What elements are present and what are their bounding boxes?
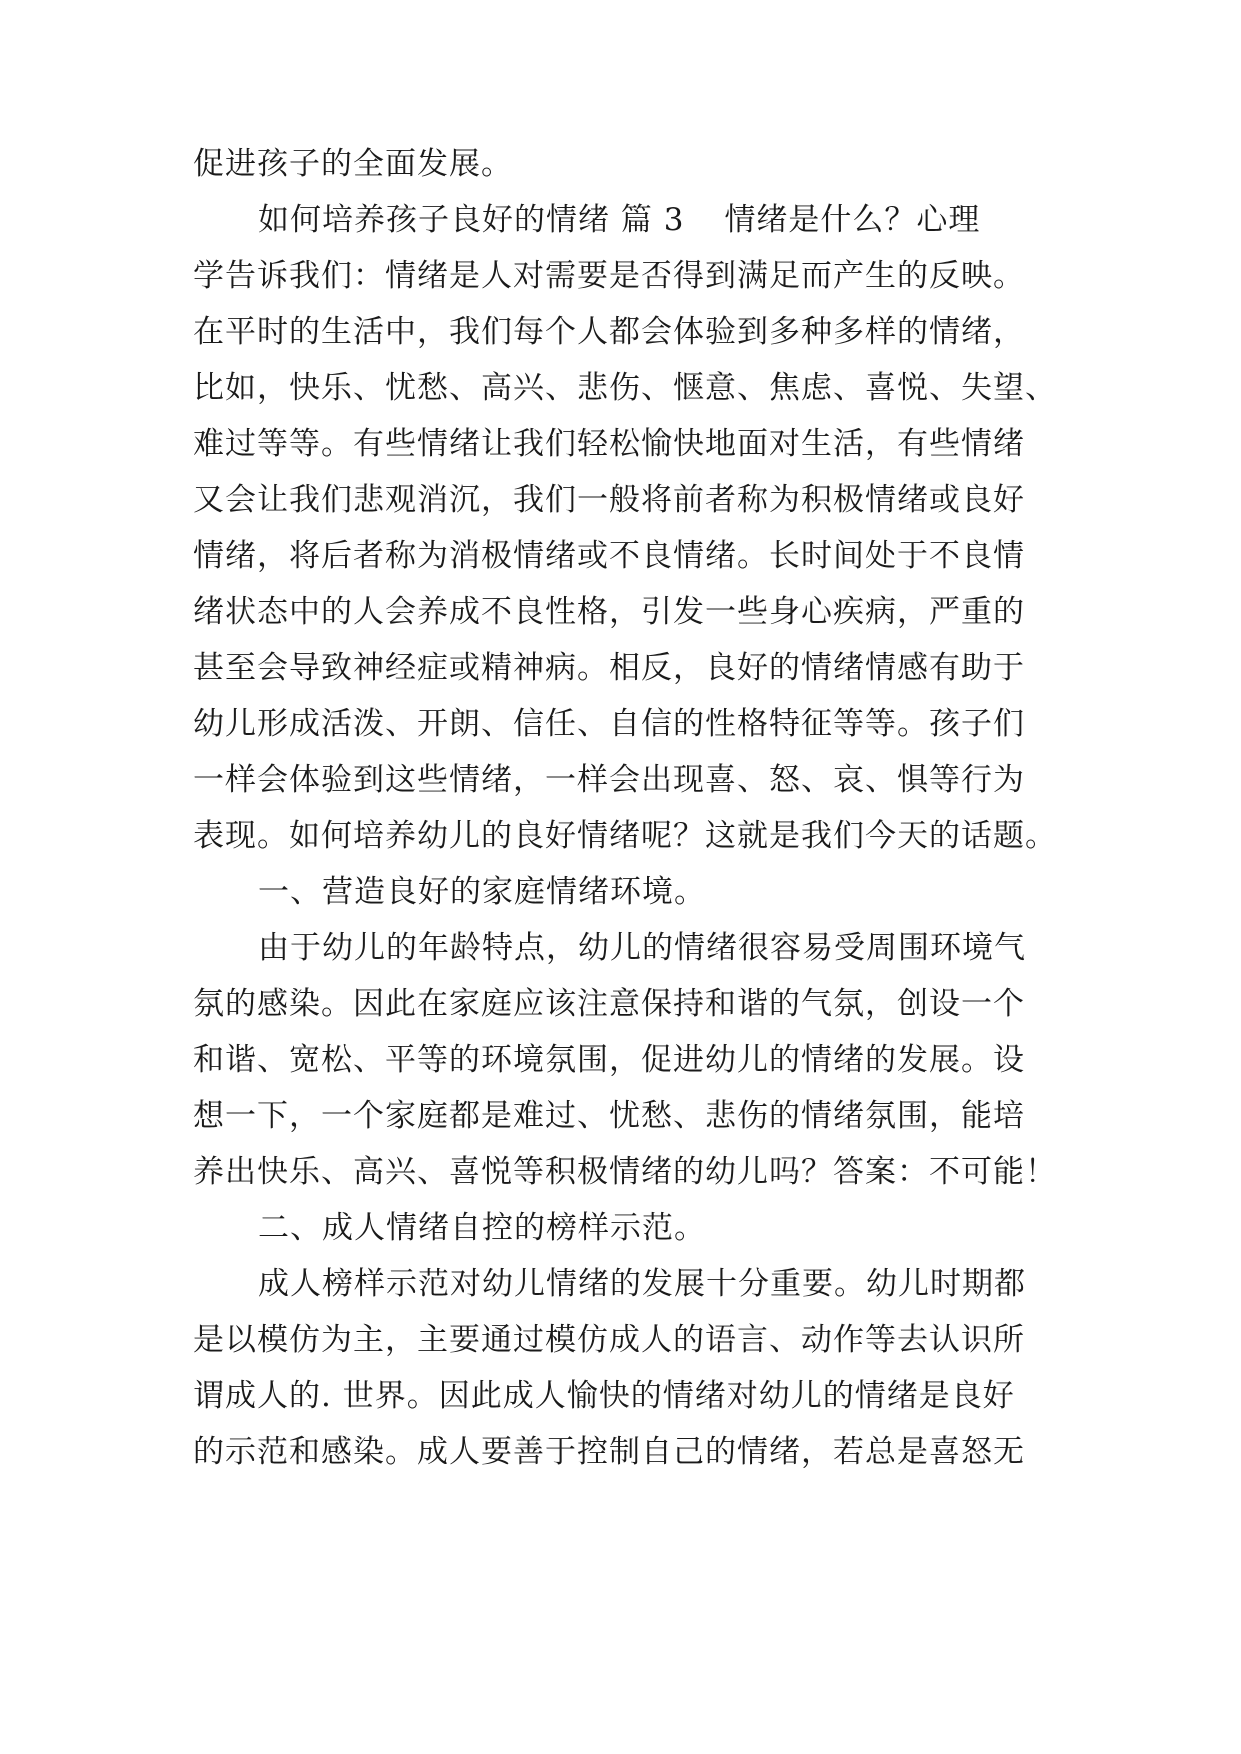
section-heading-line	[258, 198, 980, 242]
text-line: 难过等等。有些情绪让我们轻松愉快地面对生活，有些情绪	[193, 426, 1025, 462]
text-line: 在平时的生活中，我们每个人都会体验到多种多样的情绪，	[193, 314, 1025, 350]
text-line: 甚至会导致神经症或精神病。相反，良好的情绪情感有助于	[193, 650, 1025, 686]
article-title: 如何培养孩子良好的情绪 篇 3	[258, 202, 685, 238]
text-line: 的示范和感染。成人要善于控制自己的情绪，若总是喜怒无	[193, 1434, 1025, 1470]
text-line: 氛的感染。因此在家庭应该注意保持和谐的气氛，创设一个	[193, 986, 1025, 1022]
text-line: 谓成人的. 世界。因此成人愉快的情绪对幼儿的情绪是良好	[193, 1378, 1015, 1414]
text-line: 情绪是什么？心理	[724, 202, 981, 238]
text-line: 促进孩子的全面发展。	[193, 146, 513, 182]
section-heading: 二、成人情绪自控的榜样示范。	[258, 1210, 706, 1246]
section-heading: 一、营造良好的家庭情绪环境。	[258, 874, 706, 910]
text-line: 又会让我们悲观消沉，我们一般将前者称为积极情绪或良好	[193, 482, 1025, 518]
text-line: 绪状态中的人会养成不良性格，引发一些身心疾病，严重的	[193, 594, 1025, 630]
text-line: 比如，快乐、忧愁、高兴、悲伤、惬意、焦虑、喜悦、失望、	[193, 370, 1057, 406]
text-line: 情绪，将后者称为消极情绪或不良情绪。长时间处于不良情	[193, 538, 1025, 574]
text-line: 一样会体验到这些情绪，一样会出现喜、怒、哀、惧等行为	[193, 762, 1025, 798]
text-line: 表现。如何培养幼儿的良好情绪呢？这就是我们今天的话题。	[193, 818, 1057, 854]
text-line: 是以模仿为主，主要通过模仿成人的语言、动作等去认识所	[193, 1322, 1025, 1358]
text-line: 和谐、宽松、平等的环境氛围，促进幼儿的情绪的发展。设	[193, 1042, 1025, 1078]
text-line: 想一下，一个家庭都是难过、忧愁、悲伤的情绪氛围，能培	[193, 1098, 1025, 1134]
text-line: 养出快乐、高兴、喜悦等积极情绪的幼儿吗？答案：不可能！	[193, 1154, 1057, 1190]
paragraph-start-line: 成人榜样示范对幼儿情绪的发展十分重要。幼儿时期都	[258, 1266, 1026, 1302]
paragraph-start-line: 由于幼儿的年龄特点，幼儿的情绪很容易受周围环境气	[258, 930, 1026, 966]
text-line: 幼儿形成活泼、开朗、信任、自信的性格特征等等。孩子们	[193, 706, 1025, 742]
text-line: 学告诉我们：情绪是人对需要是否得到满足而产生的反映。	[193, 258, 1025, 294]
